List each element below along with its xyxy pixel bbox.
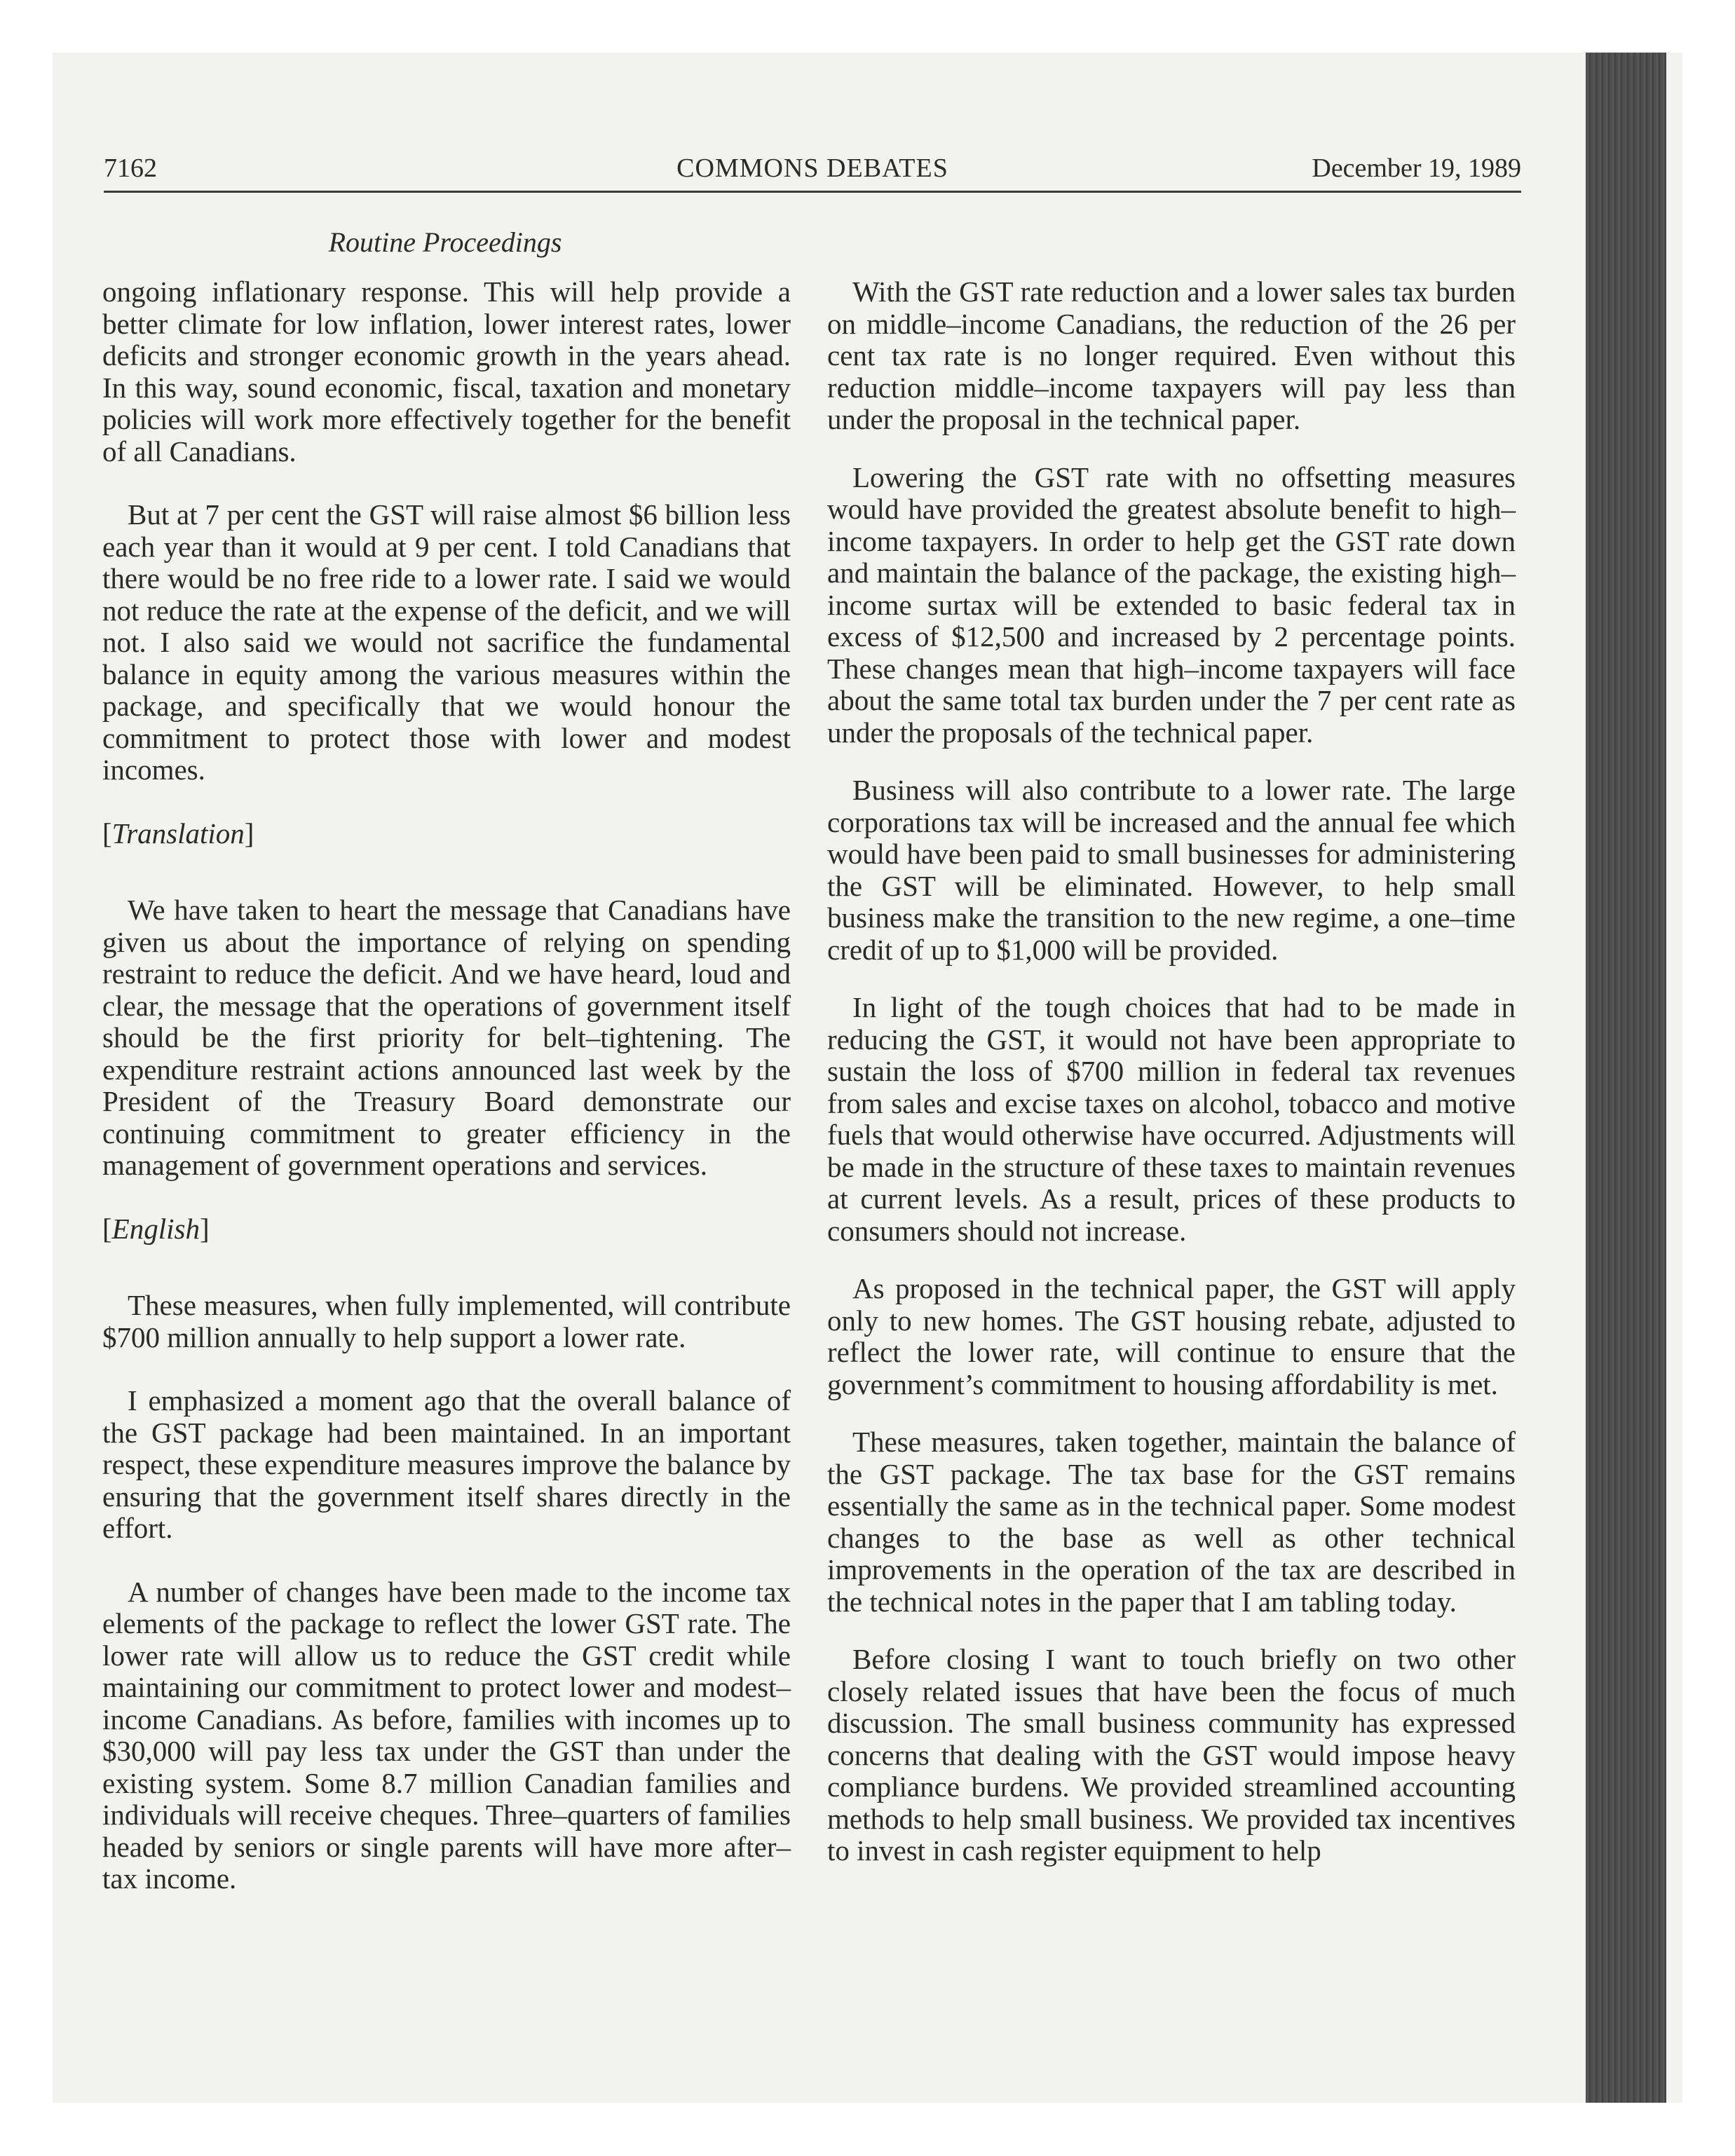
page-header <box>104 153 1521 188</box>
right-column <box>827 276 1516 1893</box>
binding-edge <box>1586 53 1666 2103</box>
paragraph: With the GST rate reduction and a lower sales tax burden on middle–income Canadians, the reduction of the 26 per cent tax rate is no longer required. Even without this reduction middle–income taxpayers will pay less than under the proposal in the technical paper. <box>827 275 1516 435</box>
paragraph: These measures, when fully implemented, will contribute $700 million annually to help support a lower rate. <box>102 1289 791 1353</box>
paragraph: But at 7 per cent the GST will raise almost $6 billion less each year than it would at 9 per cent. I told Canadians that there would be no free ride to a lower rate. I said we would not reduce the rate at the expense of the deficit, and we will not. I also said we would not sacrifice the fundamental balance in equity among the various measures within the package, and specifically that we would honour the commitment to protect those with lower and modest incomes. <box>102 498 791 786</box>
left-column <box>102 276 791 1927</box>
language-tag: [Translation] <box>102 817 254 850</box>
paragraph: Lowering the GST rate with no offsetting measures would have provided the greatest absolute benefit to high–income taxpayers. In order to help get the GST rate down and maintain the balance of the package, the existing high–income surtax will be extended to basic federal tax in excess of $12,500 and increased by 2 percentage points. These changes mean that high–income taxpayers will face about the same total tax burden under the 7 per cent rate as under the proposals of the technical paper. <box>827 460 1516 749</box>
language-tag-label: English <box>111 1212 200 1245</box>
paragraph: These measures, taken together, maintain the balance of the GST package. The tax base for the GST remains essentially the same as in the technical paper. Some modest changes to the base as well as other technical improvements in the operation of the tax are described in the technical notes in the paper that I am tabling today. <box>827 1426 1516 1618</box>
page-number: 7162 <box>104 153 157 183</box>
paragraph: Business will also contribute to a lower rate. The large corporations tax will be increased and the annual fee which would have been paid to small businesses for administering the GST will be eliminated. However, to help small business make the transition to the new regime, a one–time credit of up to $1,000 will be provided. <box>827 774 1516 966</box>
page-date: December 19, 1989 <box>1312 153 1521 183</box>
language-tag-label: Translation <box>111 817 245 850</box>
paragraph: As proposed in the technical paper, the GST will apply only to new homes. The GST housing rebate, adjusted to reflect the lower rate, will continue to ensure that the government’s commitment to housing affordability is met. <box>827 1272 1516 1400</box>
paragraph: In light of the tough choices that had to be made in reducing the GST, it would not have been appropriate to sustain the loss of $700 million in federal tax revenues from sales and excise taxes on alcohol, tobacco and motive fuels that would otherwise have occurred. Adjustments will be made in the structure of these taxes to maintain revenues at current levels. As a result, prices of these products to consumers should not increase. <box>827 991 1516 1247</box>
section-title: Routine Proceedings <box>328 226 562 258</box>
paragraph: A number of changes have been made to the income tax elements of the package to reflect the lower GST rate. The lower rate will allow us to reduce the GST credit while maintaining our commitment to protect lower and modest–income Canadians. As before, families with incomes up to $30,000 will pay less tax under the GST than under the existing system. Some 8.7 million Canadian families and individuals will receive cheques. Three–quarters of families headed by seniors or single parents will have more after–tax income. <box>102 1575 791 1895</box>
paragraph: ongoing inflationary response. This will help provide a better climate for low inflation, lower interest rates, lower deficits and stronger economic growth in the years ahead. In this way, sound economic, fiscal, taxation and monetary policies will work more effectively together for the benefit of all Canadians. <box>102 275 791 468</box>
language-tag: [English] <box>102 1212 210 1245</box>
header-rule <box>104 191 1521 193</box>
publication-title: COMMONS DEBATES <box>676 153 948 183</box>
paragraph: We have taken to heart the message that Canadians have given us about the importance of relying on spending restraint to reduce the deficit. And we have heard, loud and clear, the message that the operations of government itself should be the first priority for belt–tightening. The expenditure restraint actions announced last week by the President of the Treasury Board demonstrate our continuing commitment to greater efficiency in the management of government operations and services. <box>102 894 791 1181</box>
paragraph: Before closing I want to touch briefly on two other closely related issues that have been the focus of much discussion. The small business community has expressed concerns that dealing with the GST would impose heavy compliance burdens. We provided streamlined accounting methods to help small business. We provided tax incentives to invest in cash register equipment to help <box>827 1643 1516 1867</box>
paragraph: I emphasized a moment ago that the overall balance of the GST package had been maintained. In an important respect, these expenditure measures improve the balance by ensuring that the government itself shares directly in the effort. <box>102 1384 791 1544</box>
